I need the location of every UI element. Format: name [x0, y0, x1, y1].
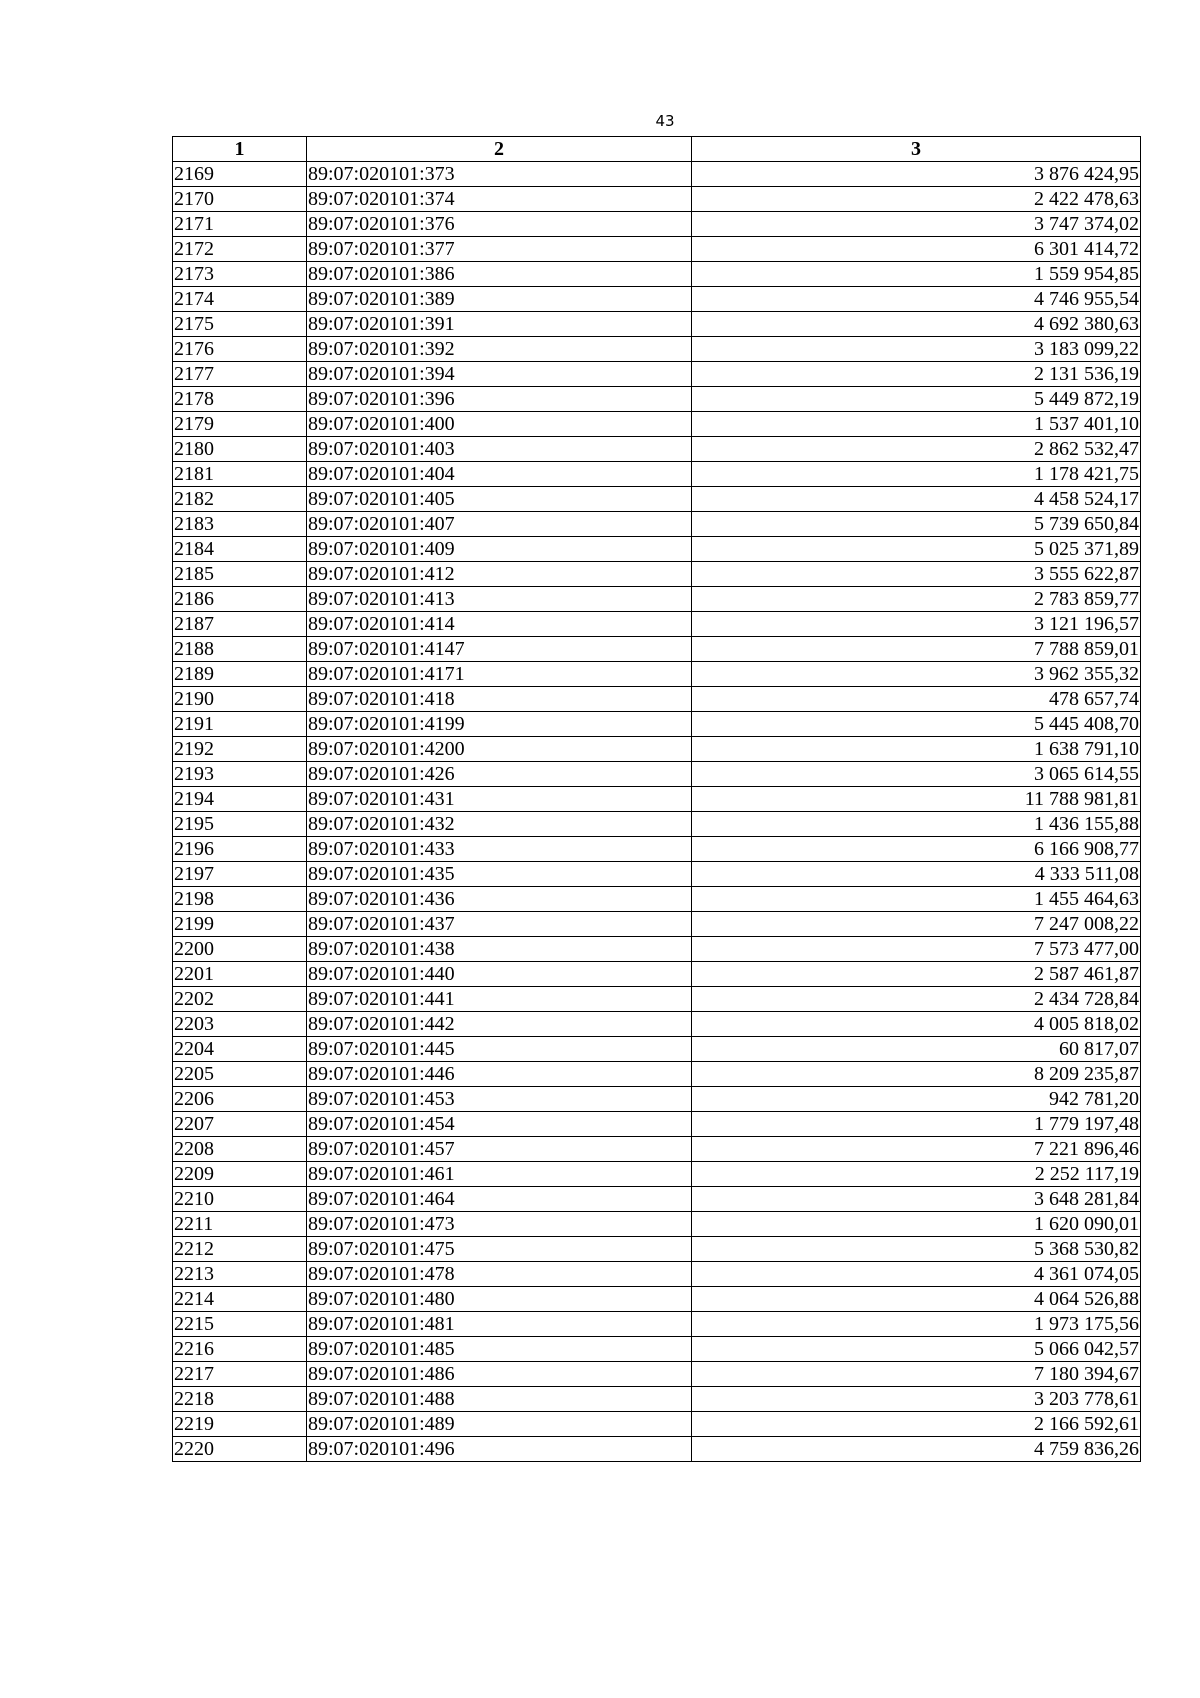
cadastral-value-cell: 60 817,07	[692, 1037, 1141, 1062]
row-number-cell: 2202	[173, 987, 307, 1012]
row-number-cell: 2193	[173, 762, 307, 787]
cadastral-value-cell: 942 781,20	[692, 1087, 1141, 1112]
table-row	[173, 837, 1141, 862]
table-row	[173, 387, 1141, 412]
row-number-cell: 2192	[173, 737, 307, 762]
row-number-cell: 2217	[173, 1362, 307, 1387]
table-row	[173, 1062, 1141, 1087]
table-row	[173, 1412, 1141, 1437]
cadastral-id-cell: 89:07:020101:4147	[307, 637, 692, 662]
cadastral-value-cell: 8 209 235,87	[692, 1062, 1141, 1087]
row-number-cell: 2195	[173, 812, 307, 837]
cadastral-id-cell: 89:07:020101:445	[307, 1037, 692, 1062]
cadastral-value-cell: 3 962 355,32	[692, 662, 1141, 687]
row-number-cell: 2209	[173, 1162, 307, 1187]
table-row	[173, 462, 1141, 487]
cadastral-value-cell: 1 638 791,10	[692, 737, 1141, 762]
table-row	[173, 1162, 1141, 1187]
cadastral-value-cell: 4 746 955,54	[692, 287, 1141, 312]
cadastral-value-cell: 4 759 836,26	[692, 1437, 1141, 1462]
row-number-cell: 2179	[173, 412, 307, 437]
table-row	[173, 237, 1141, 262]
cadastral-id-cell: 89:07:020101:373	[307, 162, 692, 187]
table-row	[173, 362, 1141, 387]
table-row	[173, 1437, 1141, 1462]
cadastral-value-cell: 3 747 374,02	[692, 212, 1141, 237]
cadastral-id-cell: 89:07:020101:485	[307, 1337, 692, 1362]
row-number-cell: 2213	[173, 1262, 307, 1287]
cadastral-id-cell: 89:07:020101:437	[307, 912, 692, 937]
row-number-cell: 2176	[173, 337, 307, 362]
table-row	[173, 312, 1141, 337]
cadastral-value-cell: 4 361 074,05	[692, 1262, 1141, 1287]
table-row	[173, 537, 1141, 562]
cadastral-id-cell: 89:07:020101:453	[307, 1087, 692, 1112]
row-number-cell: 2173	[173, 262, 307, 287]
row-number-cell: 2183	[173, 512, 307, 537]
cadastral-value-cell: 1 559 954,85	[692, 262, 1141, 287]
cadastral-id-cell: 89:07:020101:374	[307, 187, 692, 212]
table-row	[173, 337, 1141, 362]
table-row	[173, 1087, 1141, 1112]
cadastral-id-cell: 89:07:020101:441	[307, 987, 692, 1012]
row-number-cell: 2219	[173, 1412, 307, 1437]
cadastral-id-cell: 89:07:020101:486	[307, 1362, 692, 1387]
row-number-cell: 2212	[173, 1237, 307, 1262]
row-number-cell: 2214	[173, 1287, 307, 1312]
cadastral-value-cell: 5 368 530,82	[692, 1237, 1141, 1262]
cadastral-value-cell: 3 555 622,87	[692, 562, 1141, 587]
cadastral-value-cell: 478 657,74	[692, 687, 1141, 712]
row-number-cell: 2188	[173, 637, 307, 662]
table-row	[173, 887, 1141, 912]
cadastral-id-cell: 89:07:020101:431	[307, 787, 692, 812]
cadastral-value-cell: 2 587 461,87	[692, 962, 1141, 987]
table-row	[173, 1037, 1141, 1062]
table-row	[173, 987, 1141, 1012]
table-row	[173, 162, 1141, 187]
row-number-cell: 2206	[173, 1087, 307, 1112]
cadastral-value-cell: 3 183 099,22	[692, 337, 1141, 362]
table-row	[173, 1387, 1141, 1412]
cadastral-id-cell: 89:07:020101:432	[307, 812, 692, 837]
cadastral-id-cell: 89:07:020101:412	[307, 562, 692, 587]
table-row	[173, 1012, 1141, 1037]
cadastral-id-cell: 89:07:020101:376	[307, 212, 692, 237]
cadastral-value-cell: 7 788 859,01	[692, 637, 1141, 662]
cadastral-id-cell: 89:07:020101:438	[307, 937, 692, 962]
cadastral-value-cell: 4 064 526,88	[692, 1287, 1141, 1312]
table-row	[173, 937, 1141, 962]
cadastral-value-cell: 11 788 981,81	[692, 787, 1141, 812]
cadastral-value-cell: 1 779 197,48	[692, 1112, 1141, 1137]
row-number-cell: 2181	[173, 462, 307, 487]
page-number: 43	[655, 112, 675, 130]
cadastral-id-cell: 89:07:020101:4200	[307, 737, 692, 762]
cadastral-id-cell: 89:07:020101:464	[307, 1187, 692, 1212]
row-number-cell: 2186	[173, 587, 307, 612]
cadastral-id-cell: 89:07:020101:475	[307, 1237, 692, 1262]
table-row	[173, 587, 1141, 612]
row-number-cell: 2187	[173, 612, 307, 637]
row-number-cell: 2184	[173, 537, 307, 562]
cadastral-value-cell: 7 180 394,67	[692, 1362, 1141, 1387]
table-row	[173, 1362, 1141, 1387]
cadastral-id-cell: 89:07:020101:488	[307, 1387, 692, 1412]
cadastral-id-cell: 89:07:020101:400	[307, 412, 692, 437]
row-number-cell: 2170	[173, 187, 307, 212]
table-row	[173, 187, 1141, 212]
cadastral-value-cell: 2 862 532,47	[692, 437, 1141, 462]
table-row	[173, 762, 1141, 787]
row-number-cell: 2199	[173, 912, 307, 937]
row-number-cell: 2210	[173, 1187, 307, 1212]
table-row	[173, 862, 1141, 887]
table-row	[173, 912, 1141, 937]
cadastral-id-cell: 89:07:020101:413	[307, 587, 692, 612]
table-row	[173, 712, 1141, 737]
cadastral-id-cell: 89:07:020101:386	[307, 262, 692, 287]
row-number-cell: 2198	[173, 887, 307, 912]
cadastral-value-cell: 5 449 872,19	[692, 387, 1141, 412]
cadastral-id-cell: 89:07:020101:392	[307, 337, 692, 362]
cadastral-value-cell: 3 065 614,55	[692, 762, 1141, 787]
row-number-cell: 2175	[173, 312, 307, 337]
row-number-cell: 2205	[173, 1062, 307, 1087]
header-row	[173, 137, 1141, 162]
cadastral-id-cell: 89:07:020101:457	[307, 1137, 692, 1162]
table-row	[173, 1212, 1141, 1237]
cadastral-id-cell: 89:07:020101:405	[307, 487, 692, 512]
cadastral-id-cell: 89:07:020101:436	[307, 887, 692, 912]
row-number-cell: 2185	[173, 562, 307, 587]
cadastral-id-cell: 89:07:020101:454	[307, 1112, 692, 1137]
row-number-cell: 2204	[173, 1037, 307, 1062]
cadastral-value-table	[172, 136, 1141, 1462]
table-row	[173, 212, 1141, 237]
cadastral-value-cell: 7 221 896,46	[692, 1137, 1141, 1162]
cadastral-value-cell: 1 455 464,63	[692, 887, 1141, 912]
table-row	[173, 562, 1141, 587]
table-row	[173, 1187, 1141, 1212]
cadastral-value-cell: 1 178 421,75	[692, 462, 1141, 487]
table-body	[173, 162, 1141, 1462]
cadastral-value-cell: 1 620 090,01	[692, 1212, 1141, 1237]
table-row	[173, 1287, 1141, 1312]
cadastral-value-cell: 4 005 818,02	[692, 1012, 1141, 1037]
cadastral-id-cell: 89:07:020101:4171	[307, 662, 692, 687]
cadastral-value-cell: 2 131 536,19	[692, 362, 1141, 387]
cadastral-value-cell: 6 166 908,77	[692, 837, 1141, 862]
cadastral-id-cell: 89:07:020101:414	[307, 612, 692, 637]
table-row	[173, 262, 1141, 287]
row-number-cell: 2200	[173, 937, 307, 962]
row-number-cell: 2177	[173, 362, 307, 387]
row-number-cell: 2201	[173, 962, 307, 987]
table-row	[173, 812, 1141, 837]
row-number-cell: 2191	[173, 712, 307, 737]
table-row	[173, 487, 1141, 512]
cadastral-id-cell: 89:07:020101:442	[307, 1012, 692, 1037]
cadastral-value-cell: 3 203 778,61	[692, 1387, 1141, 1412]
cadastral-value-cell: 3 121 196,57	[692, 612, 1141, 637]
row-number-cell: 2180	[173, 437, 307, 462]
cadastral-value-cell: 6 301 414,72	[692, 237, 1141, 262]
cadastral-value-cell: 4 333 511,08	[692, 862, 1141, 887]
cadastral-value-cell: 4 692 380,63	[692, 312, 1141, 337]
cadastral-id-cell: 89:07:020101:407	[307, 512, 692, 537]
table-row	[173, 962, 1141, 987]
cadastral-value-cell: 2 252 117,19	[692, 1162, 1141, 1187]
row-number-cell: 2208	[173, 1137, 307, 1162]
cadastral-value-cell: 2 783 859,77	[692, 587, 1141, 612]
row-number-cell: 2190	[173, 687, 307, 712]
cadastral-value-cell: 2 166 592,61	[692, 1412, 1141, 1437]
table-row	[173, 1262, 1141, 1287]
cadastral-id-cell: 89:07:020101:404	[307, 462, 692, 487]
row-number-cell: 2220	[173, 1437, 307, 1462]
cadastral-id-cell: 89:07:020101:480	[307, 1287, 692, 1312]
cadastral-id-cell: 89:07:020101:409	[307, 537, 692, 562]
cadastral-value-cell: 5 445 408,70	[692, 712, 1141, 737]
row-number-cell: 2197	[173, 862, 307, 887]
table-row	[173, 287, 1141, 312]
cadastral-value-cell: 5 066 042,57	[692, 1337, 1141, 1362]
row-number-cell: 2178	[173, 387, 307, 412]
row-number-cell: 2189	[173, 662, 307, 687]
table-row	[173, 512, 1141, 537]
table-row	[173, 1337, 1141, 1362]
table-row	[173, 1237, 1141, 1262]
cadastral-id-cell: 89:07:020101:473	[307, 1212, 692, 1237]
row-number-cell: 2196	[173, 837, 307, 862]
cadastral-id-cell: 89:07:020101:403	[307, 437, 692, 462]
cadastral-value-cell: 7 573 477,00	[692, 937, 1141, 962]
table-row	[173, 437, 1141, 462]
row-number-cell: 2203	[173, 1012, 307, 1037]
cadastral-id-cell: 89:07:020101:478	[307, 1262, 692, 1287]
cadastral-value-cell: 2 434 728,84	[692, 987, 1141, 1012]
cadastral-value-cell: 5 739 650,84	[692, 512, 1141, 537]
cadastral-id-cell: 89:07:020101:391	[307, 312, 692, 337]
cadastral-id-cell: 89:07:020101:4199	[307, 712, 692, 737]
column-header-number: 1	[173, 137, 307, 162]
table-row	[173, 787, 1141, 812]
row-number-cell: 2182	[173, 487, 307, 512]
cadastral-id-cell: 89:07:020101:489	[307, 1412, 692, 1437]
cadastral-id-cell: 89:07:020101:394	[307, 362, 692, 387]
table-row	[173, 662, 1141, 687]
column-header-value: 3	[692, 137, 1141, 162]
row-number-cell: 2172	[173, 237, 307, 262]
cadastral-value-cell: 3 876 424,95	[692, 162, 1141, 187]
table-row	[173, 612, 1141, 637]
row-number-cell: 2174	[173, 287, 307, 312]
cadastral-id-cell: 89:07:020101:418	[307, 687, 692, 712]
row-number-cell: 2194	[173, 787, 307, 812]
row-number-cell: 2215	[173, 1312, 307, 1337]
cadastral-value-cell: 3 648 281,84	[692, 1187, 1141, 1212]
cadastral-id-cell: 89:07:020101:426	[307, 762, 692, 787]
table-row	[173, 687, 1141, 712]
cadastral-id-cell: 89:07:020101:461	[307, 1162, 692, 1187]
column-header-cadastral-id: 2	[307, 137, 692, 162]
cadastral-id-cell: 89:07:020101:496	[307, 1437, 692, 1462]
cadastral-id-cell: 89:07:020101:433	[307, 837, 692, 862]
row-number-cell: 2207	[173, 1112, 307, 1137]
row-number-cell: 2216	[173, 1337, 307, 1362]
table-row	[173, 637, 1141, 662]
row-number-cell: 2218	[173, 1387, 307, 1412]
cadastral-id-cell: 89:07:020101:440	[307, 962, 692, 987]
cadastral-id-cell: 89:07:020101:481	[307, 1312, 692, 1337]
cadastral-value-cell: 7 247 008,22	[692, 912, 1141, 937]
table-row	[173, 737, 1141, 762]
cadastral-value-cell: 1 436 155,88	[692, 812, 1141, 837]
table-row	[173, 1137, 1141, 1162]
cadastral-id-cell: 89:07:020101:446	[307, 1062, 692, 1087]
table-row	[173, 1112, 1141, 1137]
cadastral-id-cell: 89:07:020101:435	[307, 862, 692, 887]
row-number-cell: 2211	[173, 1212, 307, 1237]
cadastral-value-cell: 4 458 524,17	[692, 487, 1141, 512]
cadastral-id-cell: 89:07:020101:396	[307, 387, 692, 412]
row-number-cell: 2171	[173, 212, 307, 237]
cadastral-id-cell: 89:07:020101:389	[307, 287, 692, 312]
cadastral-value-cell: 2 422 478,63	[692, 187, 1141, 212]
cadastral-value-cell: 1 537 401,10	[692, 412, 1141, 437]
cadastral-value-cell: 5 025 371,89	[692, 537, 1141, 562]
row-number-cell: 2169	[173, 162, 307, 187]
table-row	[173, 412, 1141, 437]
cadastral-id-cell: 89:07:020101:377	[307, 237, 692, 262]
cadastral-value-cell: 1 973 175,56	[692, 1312, 1141, 1337]
table-row	[173, 1312, 1141, 1337]
